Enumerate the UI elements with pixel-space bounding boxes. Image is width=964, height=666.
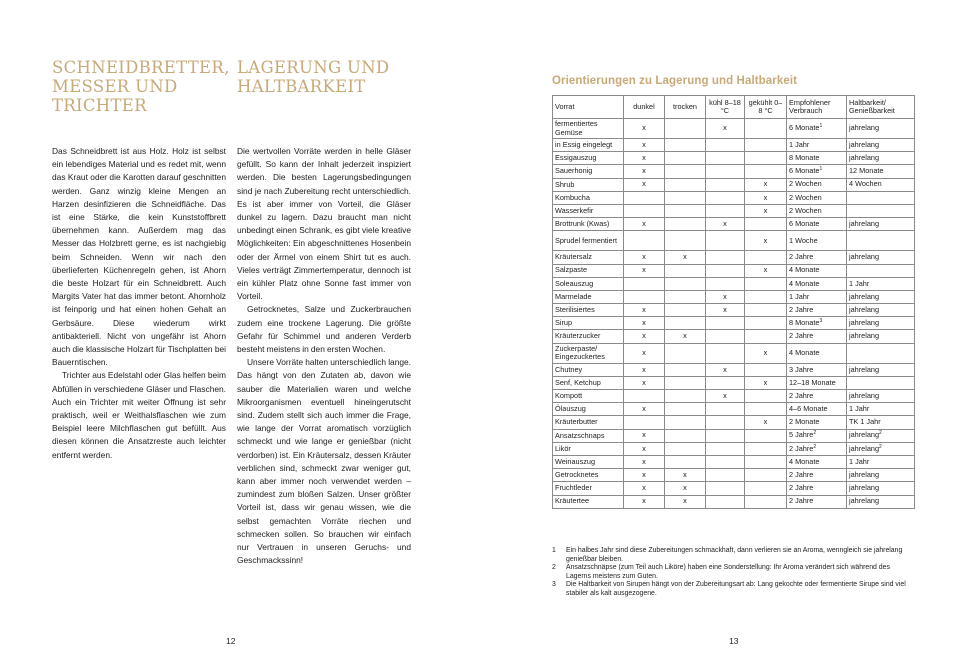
cell-trocken	[665, 178, 706, 191]
cell-haltbarkeit: jahrelang	[847, 330, 915, 343]
cell-gekuehlt	[745, 455, 787, 468]
cell-trocken	[665, 277, 706, 290]
heading-line: MESSER UND	[52, 77, 178, 96]
paragraph: Getrocknetes, Salze und Zuckerbrauchen zudem eine trockene Lagerung. Die größte Gefahr für Schimmel und anderen Verderb besteht meistens in den ersten Wochen.	[237, 304, 411, 355]
table-row	[553, 178, 915, 191]
cell-kuehl	[706, 482, 745, 495]
cell-vorrat: in Essig eingelegt	[553, 139, 624, 152]
cell-kuehl	[706, 152, 745, 165]
table-row	[553, 442, 915, 455]
page-number-left: 12	[226, 636, 236, 646]
cell-gekuehlt	[745, 304, 787, 317]
cell-dunkel: x	[624, 455, 665, 468]
cell-gekuehlt: x	[745, 191, 787, 204]
column-header: Vorrat	[553, 96, 624, 119]
footnote: 3 Die Haltbarkeit von Sirupen hängt von der Zubereitungsart ab: Lang gekochte oder fermentierte Sirupe sind viel stabiler als kalt ausgezogene.	[552, 581, 906, 597]
cell-verbrauch: 4 Monate	[787, 343, 847, 363]
cell-dunkel: x	[624, 442, 665, 455]
cell-gekuehlt: x	[745, 343, 787, 363]
cell-dunkel	[624, 231, 665, 251]
cell-haltbarkeit: jahrelang	[847, 251, 915, 264]
cell-verbrauch: 4 Monate	[787, 277, 847, 290]
paragraph: Die wertvollen Vorräte werden in helle Gläser gefüllt. So kann der Inhalt jederzeit inspiziert werden. Die besten Lagerungsbedingungen sind je nach Zubereitung recht unterschiedlich. Es ist aber immer von Vorteil, die Gläser dunkel zu lagern. Dazu braucht man nicht unbedingt einen Schrank, es gibt viele kreative Möglichkeiten: Ein abgeschnittenes Hosenbein oder der Ärmel von einem Shirt tut es auch. Vieles verträgt Zimmertemperatur, dennoch ist ein kühler Platz ohne Sonne fast immer von Vorteil.	[237, 146, 411, 302]
table-row	[553, 165, 915, 178]
cell-verbrauch: 2 Wochen	[787, 178, 847, 191]
cell-kuehl: x	[706, 119, 745, 139]
cell-dunkel	[624, 191, 665, 204]
cell-gekuehlt	[745, 403, 787, 416]
cell-haltbarkeit: jahrelang$^2$	[847, 429, 915, 442]
cell-verbrauch: 6 Monate	[787, 218, 847, 231]
cell-haltbarkeit	[847, 204, 915, 217]
cell-trocken	[665, 231, 706, 251]
cell-dunkel	[624, 277, 665, 290]
table-row	[553, 304, 915, 317]
cell-kuehl: x	[706, 363, 745, 376]
cell-verbrauch: 2 Jahre	[787, 330, 847, 343]
cell-verbrauch: 2 Wochen	[787, 204, 847, 217]
cell-vorrat: Zuckerpaste/ Eingezuckertes	[553, 343, 624, 363]
cell-kuehl: x	[706, 218, 745, 231]
table-row	[553, 218, 915, 231]
cell-kuehl	[706, 429, 745, 442]
cell-haltbarkeit	[847, 231, 915, 251]
cell-dunkel: x	[624, 376, 665, 389]
cell-kuehl	[706, 139, 745, 152]
cell-trocken	[665, 403, 706, 416]
cell-haltbarkeit: jahrelang	[847, 363, 915, 376]
cell-trocken	[665, 363, 706, 376]
paragraph: Trichter aus Edelstahl oder Glas helfen beim Abfüllen in verschiedene Gläser und Flaschen. Auch ein Trichter mit weiter Öffnung ist sehr praktisch, weil er Weithalsflaschen wie zum Beispiel leere Milchflaschen gut befüllt. Aus diesen können die Ansatzreste auch leichter entfernt werden.	[52, 370, 226, 460]
cell-verbrauch: 2 Jahre	[787, 482, 847, 495]
table-row	[553, 482, 915, 495]
table-row	[553, 403, 915, 416]
table-row	[553, 251, 915, 264]
table-row	[553, 429, 915, 442]
cell-gekuehlt	[745, 152, 787, 165]
cell-vorrat: Kombucha	[553, 191, 624, 204]
cell-vorrat: Senf, Ketchup	[553, 376, 624, 389]
cell-dunkel: x	[624, 330, 665, 343]
cell-haltbarkeit: 1 Jahr	[847, 455, 915, 468]
table-row	[553, 363, 915, 376]
page-number-right: 13	[729, 636, 739, 646]
cell-kuehl	[706, 343, 745, 363]
cell-haltbarkeit: jahrelang	[847, 290, 915, 303]
cell-dunkel	[624, 204, 665, 217]
cell-verbrauch: 2 Jahre	[787, 390, 847, 403]
cell-trocken	[665, 191, 706, 204]
cell-trocken	[665, 139, 706, 152]
cell-trocken: x	[665, 330, 706, 343]
table-row	[553, 455, 915, 468]
storage-table	[552, 95, 915, 509]
cell-dunkel: x	[624, 119, 665, 139]
cell-trocken	[665, 317, 706, 330]
cell-gekuehlt: x	[745, 264, 787, 277]
heading-line: SCHNEIDBRETTER,	[52, 58, 230, 77]
cell-trocken	[665, 442, 706, 455]
table-row	[553, 330, 915, 343]
cell-vorrat: Sauerhonig	[553, 165, 624, 178]
cell-gekuehlt	[745, 119, 787, 139]
footnotes	[552, 547, 914, 599]
cell-verbrauch: 4–6 Monate	[787, 403, 847, 416]
cell-trocken	[665, 204, 706, 217]
table-row	[553, 277, 915, 290]
table-row	[553, 416, 915, 429]
cell-kuehl	[706, 264, 745, 277]
cell-vorrat: Sterilisiertes	[553, 304, 624, 317]
cell-kuehl	[706, 204, 745, 217]
cell-vorrat: Ölauszug	[553, 403, 624, 416]
section-heading-lagerung	[237, 58, 427, 96]
section-heading-schneidbretter	[52, 58, 232, 115]
table-row	[553, 119, 915, 139]
cell-dunkel: x	[624, 139, 665, 152]
cell-vorrat: Essigauszug	[553, 152, 624, 165]
cell-kuehl	[706, 442, 745, 455]
cell-haltbarkeit: jahrelang	[847, 139, 915, 152]
cell-vorrat: Kräutertee	[553, 495, 624, 508]
cell-dunkel	[624, 290, 665, 303]
cell-dunkel: x	[624, 343, 665, 363]
cell-vorrat: Kräuterzucker	[553, 330, 624, 343]
cell-kuehl	[706, 178, 745, 191]
column-header: dunkel	[624, 96, 665, 119]
cell-verbrauch: 2 Jahre	[787, 495, 847, 508]
cell-verbrauch: 2 Jahre	[787, 251, 847, 264]
cell-vorrat: Soleauszug	[553, 277, 624, 290]
cell-trocken	[665, 390, 706, 403]
heading-line: TRICHTER	[52, 96, 147, 115]
paragraph: Unsere Vorräte halten unterschiedlich lange. Das hängt von den Zutaten ab, davon wie sauber die Materialien waren und welche Mikroorganismen eventuell hineingerutscht sind. Zudem stellt sich auch immer die Frage, wie lange der Vorrat aromatisch vorzüglich schmeckt und wie lange er genießbar (nicht verdorben) ist. Ein Kräutersalz, dessen Kräuter verblichen sind, schmeckt zwar weniger gut, kann aber immer noch verwendet werden – zumindest zum bloßen Salzen. Unser größter Vorteil ist, dass wir genau wissen, wie die selbst gemachten Vorräte riechen und schmecken sollen. So brauchen wir einfach nur Vertrauen in unseren Geruchs- und Geschmackssinn!	[237, 357, 412, 566]
cell-kuehl	[706, 251, 745, 264]
cell-kuehl	[706, 469, 745, 482]
cell-haltbarkeit: jahrelang	[847, 317, 915, 330]
cell-gekuehlt	[745, 218, 787, 231]
cell-verbrauch: 6 Monate$^1$	[787, 165, 847, 178]
cell-dunkel: x	[624, 218, 665, 231]
cell-gekuehlt: x	[745, 204, 787, 217]
cell-verbrauch: 2 Jahre	[787, 469, 847, 482]
cell-verbrauch: 2 Jahre$^2$	[787, 442, 847, 455]
cell-trocken	[665, 455, 706, 468]
cell-vorrat: fermentiertes Gemüse	[553, 119, 624, 139]
cell-dunkel: x	[624, 482, 665, 495]
cell-dunkel: x	[624, 317, 665, 330]
column-header: kühl 8–18 °C	[706, 96, 745, 119]
cell-vorrat: Weinauszug	[553, 455, 624, 468]
body-column-right	[237, 145, 411, 568]
cell-haltbarkeit: jahrelang	[847, 119, 915, 139]
cell-gekuehlt	[745, 469, 787, 482]
cell-verbrauch: 8 Monate$^3$	[787, 317, 847, 330]
cell-vorrat: Kompott	[553, 390, 624, 403]
cell-verbrauch: 2 Wochen	[787, 191, 847, 204]
cell-vorrat: Marmelade	[553, 290, 624, 303]
cell-kuehl	[706, 191, 745, 204]
cell-dunkel: x	[624, 363, 665, 376]
cell-gekuehlt	[745, 429, 787, 442]
cell-vorrat: Wasserkefir	[553, 204, 624, 217]
cell-verbrauch: 12–18 Monate	[787, 376, 847, 389]
cell-kuehl	[706, 416, 745, 429]
cell-trocken	[665, 304, 706, 317]
cell-trocken: x	[665, 495, 706, 508]
cell-vorrat: Kräuterbutter	[553, 416, 624, 429]
cell-kuehl	[706, 277, 745, 290]
cell-haltbarkeit: jahrelang	[847, 469, 915, 482]
cell-dunkel: x	[624, 429, 665, 442]
cell-verbrauch: 3 Jahre	[787, 363, 847, 376]
cell-haltbarkeit	[847, 191, 915, 204]
cell-trocken: x	[665, 251, 706, 264]
cell-vorrat: Brottrunk (Kwas)	[553, 218, 624, 231]
cell-trocken	[665, 429, 706, 442]
cell-verbrauch: 2 Monate	[787, 416, 847, 429]
cell-kuehl: x	[706, 304, 745, 317]
cell-haltbarkeit: TK 1 Jahr	[847, 416, 915, 429]
cell-kuehl	[706, 376, 745, 389]
cell-gekuehlt	[745, 482, 787, 495]
cell-kuehl	[706, 330, 745, 343]
cell-kuehl	[706, 495, 745, 508]
table-row	[553, 469, 915, 482]
cell-vorrat: Shrub	[553, 178, 624, 191]
cell-dunkel	[624, 390, 665, 403]
cell-dunkel: x	[624, 469, 665, 482]
cell-kuehl	[706, 317, 745, 330]
cell-haltbarkeit	[847, 264, 915, 277]
footnote: 1 Ein halbes Jahr sind diese Zubereitungen schmackhaft, dann verlieren sie an Aroma, wenngleich sie jahrelang genießbar bleiben.	[552, 547, 903, 563]
cell-trocken	[665, 343, 706, 363]
cell-vorrat: Kräutersalz	[553, 251, 624, 264]
cell-gekuehlt	[745, 442, 787, 455]
column-header: Haltbarkeit/ Genießbarkeit	[847, 96, 915, 119]
cell-gekuehlt: x	[745, 178, 787, 191]
cell-vorrat: Getrocknetes	[553, 469, 624, 482]
cell-dunkel: x	[624, 152, 665, 165]
footnote: 2 Ansatzschnäpse (zum Teil auch Liköre) haben eine Sonderstellung: Ihr Aroma verändert sich während des Lagerns meistens zum Guten.	[552, 564, 890, 580]
cell-haltbarkeit: jahrelang	[847, 152, 915, 165]
cell-gekuehlt	[745, 290, 787, 303]
cell-gekuehlt	[745, 165, 787, 178]
cell-trocken	[665, 119, 706, 139]
cell-haltbarkeit: 1 Jahr	[847, 403, 915, 416]
cell-dunkel: x	[624, 495, 665, 508]
cell-vorrat: Fruchtleder	[553, 482, 624, 495]
cell-gekuehlt	[745, 277, 787, 290]
table-row	[553, 343, 915, 363]
cell-verbrauch: 6 Monate$^1$	[787, 119, 847, 139]
cell-trocken: x	[665, 469, 706, 482]
table-row	[553, 191, 915, 204]
cell-dunkel: x	[624, 165, 665, 178]
body-column-left	[52, 145, 226, 462]
cell-gekuehlt	[745, 363, 787, 376]
table-row	[553, 290, 915, 303]
cell-haltbarkeit: jahrelang	[847, 218, 915, 231]
cell-vorrat: Likör	[553, 442, 624, 455]
cell-vorrat: Salzpaste	[553, 264, 624, 277]
cell-haltbarkeit	[847, 343, 915, 363]
cell-trocken	[665, 264, 706, 277]
cell-dunkel	[624, 416, 665, 429]
cell-kuehl	[706, 455, 745, 468]
cell-dunkel: x	[624, 264, 665, 277]
cell-kuehl	[706, 231, 745, 251]
cell-trocken: x	[665, 482, 706, 495]
cell-haltbarkeit: 4 Wochen	[847, 178, 915, 191]
cell-trocken	[665, 152, 706, 165]
cell-verbrauch: 1 Jahr	[787, 139, 847, 152]
cell-verbrauch: 5 Jahre$^2$	[787, 429, 847, 442]
cell-haltbarkeit: jahrelang	[847, 482, 915, 495]
cell-kuehl: x	[706, 390, 745, 403]
cell-trocken	[665, 290, 706, 303]
cell-verbrauch: 1 Woche	[787, 231, 847, 251]
table-row	[553, 376, 915, 389]
paragraph: Das Schneidbrett ist aus Holz. Holz ist selbst ein lebendiges Material und es redet mit, wenn das Kraut oder die Karotten darauf geschnitten werden. Ganz winzig kleine Mengen an Harzen desinfizieren die Schneidfläche. Das ist eine Stärke, die kein Kunststoffbrett übernehmen kann. Außerdem mag das Messer das Holzbrett gerne, es ist nachgiebig beim Schneiden. Wenn wir nach den überlieferten Küchenregeln gehen, ist Ahorn die beste Holzart für ein Schneidbrett. Auch Margits Vater hat das immer betont. Ahornholz ist feinporig und hat einen hohen Gehalt an Gerbsäure. Diese wiederum wirkt antibakteriell. Nicht von ungefähr ist Ahorn auch die klassische Holzart für Tischplatten bei Bauerntischen.	[52, 146, 226, 368]
table-row	[553, 152, 915, 165]
cell-haltbarkeit: jahrelang	[847, 304, 915, 317]
table-header-row	[553, 96, 915, 119]
cell-dunkel: x	[624, 178, 665, 191]
cell-trocken	[665, 165, 706, 178]
cell-gekuehlt	[745, 330, 787, 343]
cell-dunkel: x	[624, 403, 665, 416]
table-body	[553, 119, 915, 509]
table-row	[553, 495, 915, 508]
cell-haltbarkeit: 12 Monate	[847, 165, 915, 178]
cell-vorrat: Chutney	[553, 363, 624, 376]
cell-kuehl	[706, 165, 745, 178]
cell-gekuehlt	[745, 139, 787, 152]
table-row	[553, 264, 915, 277]
cell-haltbarkeit: jahrelang	[847, 390, 915, 403]
heading-line: LAGERUNG UND	[237, 58, 390, 77]
cell-trocken	[665, 376, 706, 389]
table-row	[553, 139, 915, 152]
cell-gekuehlt	[745, 251, 787, 264]
cell-haltbarkeit: 1 Jahr	[847, 277, 915, 290]
cell-dunkel: x	[624, 304, 665, 317]
cell-haltbarkeit: jahrelang	[847, 495, 915, 508]
cell-verbrauch: 2 Jahre	[787, 304, 847, 317]
heading-line: HALTBARKEIT	[237, 77, 366, 96]
cell-haltbarkeit	[847, 376, 915, 389]
cell-gekuehlt: x	[745, 416, 787, 429]
cell-gekuehlt: x	[745, 376, 787, 389]
column-header: Empfohlener Verbrauch	[787, 96, 847, 119]
cell-vorrat: Ansatzschnaps	[553, 429, 624, 442]
cell-vorrat: Sirup	[553, 317, 624, 330]
cell-gekuehlt	[745, 495, 787, 508]
cell-gekuehlt: x	[745, 231, 787, 251]
cell-verbrauch: 1 Jahr	[787, 290, 847, 303]
cell-kuehl	[706, 403, 745, 416]
cell-verbrauch: 4 Monate	[787, 264, 847, 277]
cell-trocken	[665, 218, 706, 231]
cell-verbrauch: 4 Monate	[787, 455, 847, 468]
cell-gekuehlt	[745, 317, 787, 330]
table-row	[553, 317, 915, 330]
cell-haltbarkeit: jahrelang$^2$	[847, 442, 915, 455]
cell-vorrat: Sprudel fermentiert	[553, 231, 624, 251]
column-header: gekühlt 0–8 °C	[745, 96, 787, 119]
cell-verbrauch: 8 Monate	[787, 152, 847, 165]
cell-dunkel: x	[624, 251, 665, 264]
cell-kuehl: x	[706, 290, 745, 303]
table-row	[553, 204, 915, 217]
column-header: trocken	[665, 96, 706, 119]
cell-gekuehlt	[745, 390, 787, 403]
table-title: Orientierungen zu Lagerung und Haltbarkeit	[552, 75, 798, 87]
table-row	[553, 390, 915, 403]
cell-trocken	[665, 416, 706, 429]
table-row	[553, 231, 915, 251]
